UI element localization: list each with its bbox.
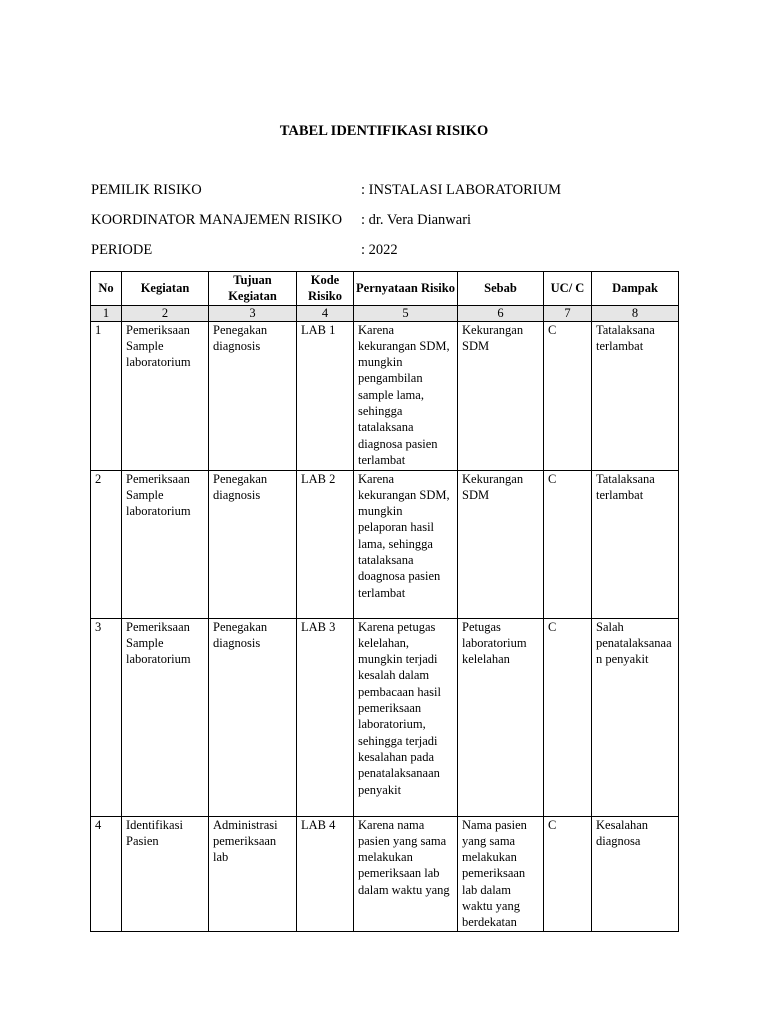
table-header-row — [91, 272, 679, 306]
cell-kode: LAB 3 — [297, 618, 354, 816]
cell-kegiatan: Identifikasi Pasien — [122, 816, 209, 931]
cell-no: 3 — [91, 618, 122, 816]
header-cell: Sebab — [458, 272, 544, 306]
cell-uc-c: C — [544, 321, 592, 470]
cell-kegiatan: Pemeriksaan Sample laboratorium — [122, 618, 209, 816]
meta-value: : dr. Vera Dianwari — [361, 212, 472, 228]
meta-label: PEMILIK RISIKO — [91, 182, 202, 198]
column-number-cell: 1 — [91, 305, 122, 321]
cell-kode: LAB 1 — [297, 321, 354, 470]
meta-value: : 2022 — [361, 242, 398, 258]
meta-label: KOORDINATOR MANAJEMEN RISIKO — [91, 212, 343, 228]
table-row — [91, 618, 679, 816]
header-cell: Tujuan Kegiatan — [209, 272, 297, 306]
cell-sebab: Kekurangan SDM — [458, 470, 544, 618]
cell-kode: LAB 2 — [297, 470, 354, 618]
table-row — [91, 470, 679, 618]
document-title: TABEL IDENTIFIKASI RISIKO — [279, 123, 489, 139]
column-number-cell: 6 — [458, 305, 544, 321]
column-number-cell: 7 — [544, 305, 592, 321]
cell-no: 2 — [91, 470, 122, 618]
cell-kegiatan: Pemeriksaan Sample laboratorium — [122, 321, 209, 470]
cell-pernyataan: Karena petugas kelelahan, mungkin terjadi kesalah dalam pembacaan hasil pemeriksaan laboratorium, sehingga terjadi kesalahan pada penatalaksanaan penyakit — [354, 618, 458, 816]
table-row — [91, 321, 679, 470]
cell-no: 1 — [91, 321, 122, 470]
table-row — [91, 816, 679, 931]
cell-pernyataan: Karena nama pasien yang sama melakukan pemeriksaan lab dalam waktu yang — [354, 816, 458, 931]
header-cell: Kegiatan — [122, 272, 209, 306]
cell-kode: LAB 4 — [297, 816, 354, 931]
cell-pernyataan: Karena kekurangan SDM, mungkin pengambilan sample lama, sehingga tatalaksana diagnosa pasien terlambat — [354, 321, 458, 470]
cell-tujuan: Penegakan diagnosis — [209, 321, 297, 470]
cell-kegiatan: Pemeriksaan Sample laboratorium — [122, 470, 209, 618]
cell-sebab: Kekurangan SDM — [458, 321, 544, 470]
column-number-cell: 3 — [209, 305, 297, 321]
cell-sebab: Nama pasien yang sama melakukan pemeriksaan lab dalam waktu yang berdekatan — [458, 816, 544, 931]
column-number-cell: 5 — [354, 305, 458, 321]
column-number-cell: 2 — [122, 305, 209, 321]
column-number-row — [91, 305, 679, 321]
cell-tujuan: Penegakan diagnosis — [209, 470, 297, 618]
cell-dampak: Tatalaksana terlambat — [592, 470, 679, 618]
header-cell: Dampak — [592, 272, 679, 306]
cell-dampak: Kesalahan diagnosa — [592, 816, 679, 931]
cell-tujuan: Penegakan diagnosis — [209, 618, 297, 816]
meta-value: : INSTALASI LABORATORIUM — [361, 182, 561, 198]
risk-table — [90, 271, 679, 932]
column-number-cell: 4 — [297, 305, 354, 321]
cell-no: 4 — [91, 816, 122, 931]
cell-pernyataan: Karena kekurangan SDM, mungkin pelaporan hasil lama, sehingga tatalaksana doagnosa pasien terlambat — [354, 470, 458, 618]
header-cell: Kode Risiko — [297, 272, 354, 306]
header-cell: UC/ C — [544, 272, 592, 306]
cell-uc-c: C — [544, 816, 592, 931]
meta-label: PERIODE — [91, 242, 153, 258]
cell-uc-c: C — [544, 470, 592, 618]
column-number-cell: 8 — [592, 305, 679, 321]
cell-tujuan: Administrasi pemeriksaan lab — [209, 816, 297, 931]
header-cell: No — [91, 272, 122, 306]
cell-uc-c: C — [544, 618, 592, 816]
header-cell: Pernyataan Risiko — [354, 272, 458, 306]
cell-sebab: Petugas laboratorium kelelahan — [458, 618, 544, 816]
cell-dampak: Tatalaksana terlambat — [592, 321, 679, 470]
cell-dampak: Salah penatalaksanaan penyakit — [592, 618, 679, 816]
